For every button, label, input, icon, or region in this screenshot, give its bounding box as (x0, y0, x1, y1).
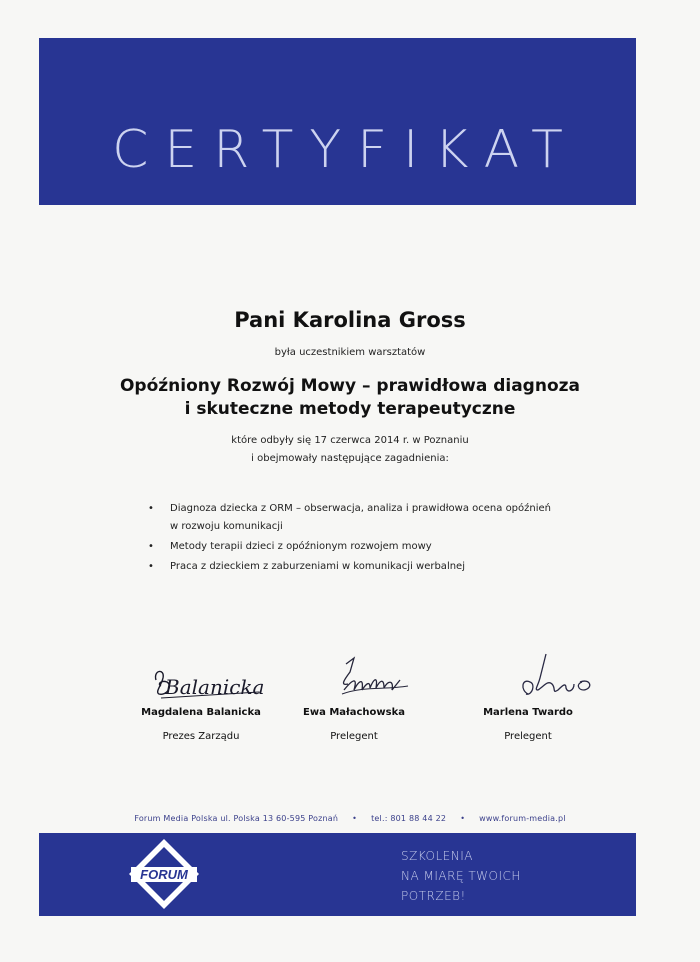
logo-text: FORUM (140, 867, 188, 882)
workshop-title (0, 375, 700, 421)
topic-item (148, 558, 588, 576)
footer-separator: • (352, 814, 358, 823)
footer-separator: • (460, 814, 466, 823)
tagline-line3: POTRZEB! (401, 889, 466, 903)
header-band (39, 38, 636, 205)
footer-address: Forum Media Polska ul. Polska 13 60-595 Poznań (134, 814, 339, 823)
topic-item (148, 500, 588, 536)
signatory-name-2: Ewa Małachowska (303, 707, 405, 718)
signature-block-3 (428, 650, 628, 742)
signatory-role-1: Prezes Zarządu (162, 731, 240, 742)
recipient-name: Pani Karolina Gross (234, 308, 466, 332)
tagline (401, 846, 521, 906)
tagline-line2: NA MIARĘ TWOICH (401, 869, 521, 883)
bullet-icon: • (148, 503, 154, 514)
bullet-icon: • (148, 561, 154, 572)
signatory-name-3: Marlena Twardo (483, 707, 573, 718)
details-line2: i obejmowały następujące zagadnienia: (251, 453, 449, 464)
signature-text-1: Balanicka (165, 675, 265, 699)
footer-phone: tel.: 801 88 44 22 (371, 814, 447, 823)
details-line1: które odbyły się 17 czerwca 2014 r. w Poznaniu (231, 435, 469, 446)
signatory-role-2: Prelegent (330, 731, 378, 742)
signature-image-3 (458, 650, 598, 705)
topic-line2: w rozwoju komunikacji (170, 521, 283, 532)
topic-item (148, 538, 588, 556)
topic-line1: Diagnoza dziecka z ORM – obserwacja, analiza i prawidłowa ocena opóźnień (170, 503, 552, 514)
workshop-title-line2: i skuteczne metody terapeutyczne (184, 399, 516, 419)
topics-list (148, 500, 588, 578)
workshop-title-line1: Opóźniony Rozwój Mowy – prawidłowa diagnoza (119, 376, 580, 396)
signature-block-2 (254, 650, 454, 742)
footer-contact-line (0, 814, 700, 823)
footer-website: www.forum-media.pl (479, 814, 566, 823)
topic-line1: Praca z dzieckiem z zaburzeniami w komunikacji werbalnej (170, 561, 465, 572)
bullet-icon: • (148, 541, 154, 552)
signatory-role-3: Prelegent (504, 731, 552, 742)
intro-text: była uczestnikiem warsztatów (274, 347, 426, 358)
topic-line1: Metody terapii dzieci z opóźnionym rozwojem mowy (170, 541, 432, 552)
tagline-line1: SZKOLENIA (401, 849, 473, 863)
footer-band (39, 833, 636, 916)
workshop-details (0, 432, 700, 468)
signatory-name-1: Magdalena Balanicka (141, 707, 261, 718)
certificate-title: CERTYFIKAT (112, 120, 579, 180)
signature-image-2 (284, 650, 424, 705)
forum-logo (127, 837, 201, 911)
signature-image-1 (131, 650, 271, 705)
